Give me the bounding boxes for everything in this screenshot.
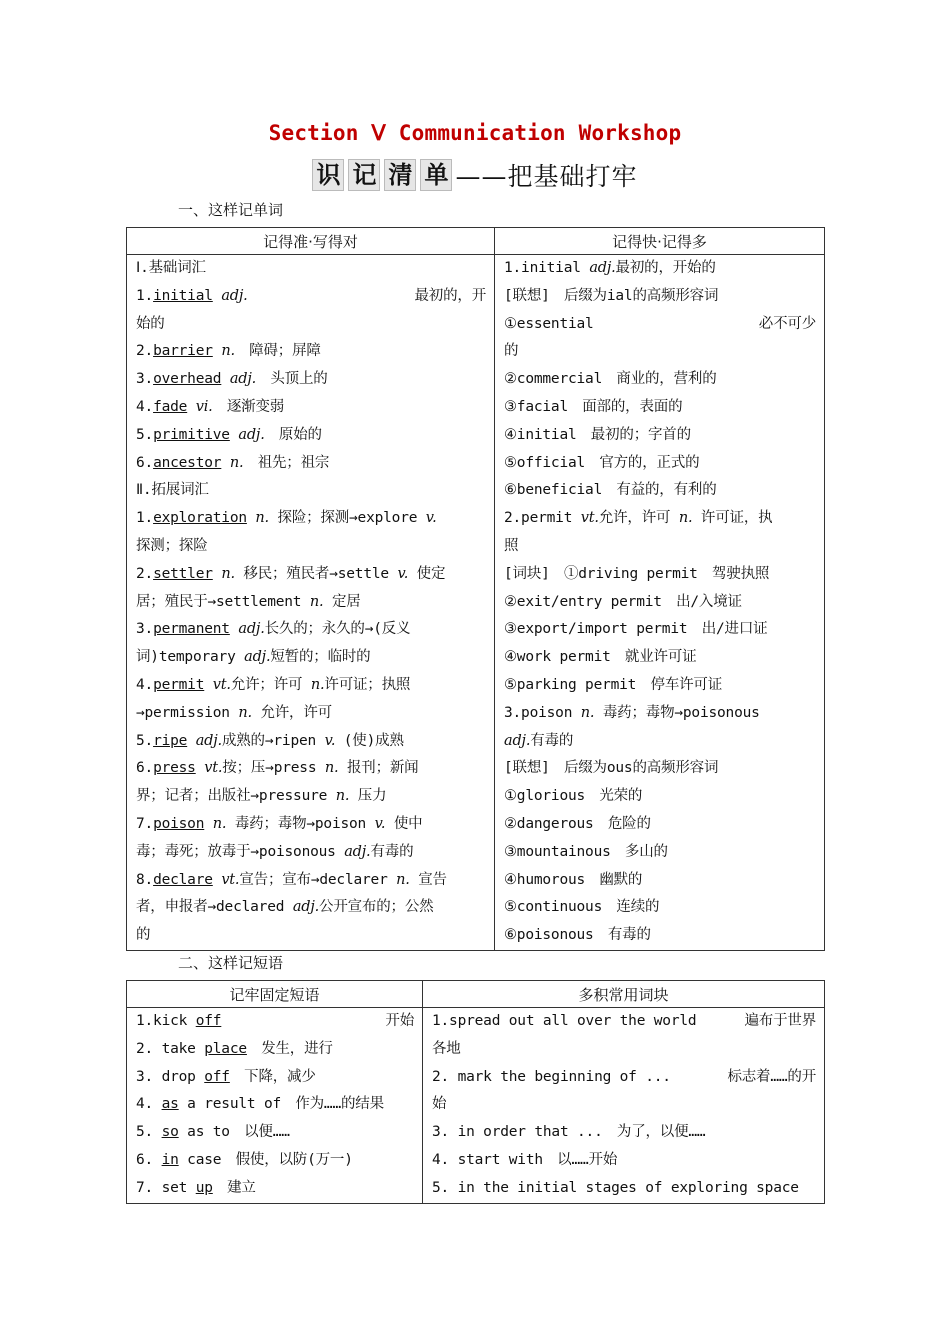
text-run: ⑤parking permit 停车许可证 bbox=[504, 676, 723, 693]
text-run: 2. mark the beginning of ... bbox=[432, 1068, 671, 1085]
text-run: ⑥poisonous 有毒的 bbox=[504, 927, 651, 944]
text-run: ④work permit 就业许可证 bbox=[504, 649, 697, 666]
text-run: 5. in the initial stages of exploring space bbox=[432, 1179, 799, 1196]
text-line bbox=[504, 394, 816, 422]
text-line bbox=[432, 1119, 816, 1147]
text-run: ⑥beneficial 有益的，有利的 bbox=[504, 482, 717, 499]
text-line bbox=[136, 644, 486, 672]
text-line bbox=[136, 477, 486, 505]
part-of-speech: v. bbox=[425, 510, 437, 527]
text-line bbox=[136, 394, 486, 422]
part-of-speech: adj. bbox=[238, 621, 265, 638]
part-of-speech: adj. bbox=[244, 649, 271, 666]
text-run: 最初的，开始的 bbox=[615, 260, 716, 276]
text-line bbox=[504, 839, 816, 867]
text-run: 公开宣布的；公然 bbox=[319, 899, 434, 916]
text-run: 使中 bbox=[385, 815, 423, 832]
text-run: ⑤continuous 连续的 bbox=[504, 899, 660, 916]
text-run: 2.permit bbox=[504, 510, 581, 527]
line-start bbox=[432, 1064, 671, 1092]
text-line bbox=[136, 755, 486, 783]
page-title: Section Ⅴ Communication Workshop bbox=[268, 121, 682, 145]
line-start bbox=[432, 1008, 696, 1036]
text-run: 报刊；新闻 bbox=[338, 760, 419, 777]
text-line bbox=[504, 338, 816, 366]
text-line bbox=[136, 1064, 414, 1092]
text-run: 按；压→press bbox=[222, 760, 325, 777]
part-of-speech: vi. bbox=[195, 398, 213, 415]
text-line bbox=[136, 811, 486, 839]
text-run: 2. take bbox=[136, 1040, 205, 1057]
part-of-speech: adj. bbox=[504, 732, 531, 749]
text-line bbox=[136, 700, 486, 728]
text-run: ②commercial 商业的，营利的 bbox=[504, 371, 717, 388]
subtitle-text: ——把基础打牢 bbox=[455, 162, 638, 191]
text-line bbox=[136, 616, 486, 644]
part-of-speech: adj. bbox=[292, 899, 320, 916]
text-run: 7. bbox=[136, 815, 154, 832]
text-line bbox=[136, 1091, 414, 1119]
part-of-speech: n. bbox=[678, 510, 693, 527]
part-of-speech: adj. bbox=[344, 843, 371, 860]
text-line bbox=[504, 783, 816, 811]
text-run: 标志着……的开 bbox=[727, 1068, 816, 1085]
text-run: 有毒的 bbox=[370, 843, 414, 860]
text-line bbox=[136, 589, 486, 617]
part-of-speech: n. bbox=[335, 788, 350, 805]
part-of-speech: vt. bbox=[580, 510, 599, 527]
text-run: 5. bbox=[136, 1124, 162, 1141]
text-line bbox=[504, 450, 816, 478]
part-of-speech: adj. bbox=[221, 287, 248, 304]
text-line bbox=[504, 533, 816, 561]
text-run: 4. start with 以……开始 bbox=[432, 1151, 618, 1168]
text-run: 1. bbox=[136, 287, 154, 304]
column-header: 记得准·写得对 bbox=[127, 228, 495, 255]
underlined-word: fade bbox=[153, 398, 188, 415]
part-of-speech: n. bbox=[396, 871, 410, 888]
text-run: 建立 bbox=[212, 1179, 256, 1196]
column-header: 多积常用词块 bbox=[423, 981, 825, 1008]
underlined-word: off bbox=[204, 1068, 230, 1085]
underlined-word: initial bbox=[153, 287, 213, 304]
text-line bbox=[136, 867, 486, 895]
text-run: 8. bbox=[136, 871, 154, 888]
text-run bbox=[204, 677, 213, 693]
text-line bbox=[136, 1119, 414, 1147]
text-run: 居；殖民于→settlement bbox=[136, 593, 310, 610]
vocab-section-heading: 一、这样记单词 bbox=[178, 201, 284, 219]
line-end bbox=[415, 283, 487, 311]
line-start bbox=[504, 311, 594, 339]
text-run: case 假使，以防(万一) bbox=[178, 1151, 353, 1168]
text-run: 5. bbox=[136, 426, 154, 443]
text-line bbox=[136, 311, 486, 339]
text-line bbox=[136, 366, 486, 394]
text-line bbox=[136, 783, 486, 811]
text-run: 毒药；毒物→poisonous bbox=[594, 704, 760, 721]
text-run: 许可证；执照 bbox=[324, 676, 411, 693]
text-line bbox=[504, 644, 816, 672]
text-line bbox=[504, 505, 816, 533]
text-run: 定居 bbox=[323, 593, 361, 610]
text-run: Ⅱ.拓展词汇 bbox=[136, 482, 209, 499]
underlined-word: permit bbox=[153, 676, 205, 693]
text-line bbox=[432, 1064, 816, 1092]
text-run bbox=[187, 399, 196, 415]
boxed-char: 单 bbox=[420, 159, 452, 191]
text-run: 4. bbox=[136, 676, 154, 693]
line-end bbox=[745, 1008, 817, 1036]
text-run: 者，申报者→declared bbox=[136, 899, 293, 916]
text-run: 界；记者；出版社→pressure bbox=[136, 788, 336, 805]
text-run: 允许，许可 bbox=[251, 704, 332, 721]
phrase-table bbox=[126, 980, 825, 1204]
text-run: Ⅰ.基础词汇 bbox=[136, 260, 206, 276]
text-run: 3. drop bbox=[136, 1068, 205, 1085]
part-of-speech: adj. bbox=[238, 426, 265, 443]
text-run: 3. bbox=[136, 621, 154, 638]
text-run: 6. bbox=[136, 760, 154, 777]
part-of-speech: v. bbox=[324, 732, 336, 749]
table-header-row bbox=[127, 228, 825, 255]
vocab-table bbox=[126, 227, 825, 951]
vocab-left-cell bbox=[127, 255, 495, 951]
text-line bbox=[504, 867, 816, 895]
text-line bbox=[504, 589, 816, 617]
text-run: 最初的，开 bbox=[414, 287, 486, 304]
text-run bbox=[221, 455, 230, 471]
text-run: 短暂的；临时的 bbox=[270, 649, 371, 666]
text-run: 祖先；祖宗 bbox=[243, 454, 330, 471]
part-of-speech: n. bbox=[221, 565, 235, 582]
text-run: 宣告；宣布→declarer bbox=[239, 871, 397, 888]
text-line bbox=[504, 616, 816, 644]
part-of-speech: n. bbox=[310, 676, 325, 693]
underlined-word: exploration bbox=[153, 510, 247, 527]
text-run: 遍布于世界 bbox=[744, 1013, 816, 1029]
text-run: 开始 bbox=[385, 1013, 414, 1029]
text-run: 6. bbox=[136, 454, 154, 471]
underlined-word: barrier bbox=[153, 343, 213, 360]
text-line bbox=[136, 922, 486, 950]
text-line bbox=[504, 672, 816, 700]
text-run: 的 bbox=[504, 343, 519, 360]
text-run: 毒；毒死；放毒于→poisonous bbox=[136, 843, 345, 860]
text-line bbox=[432, 1008, 816, 1036]
text-run: 3. in order that ... 为了，以便…… bbox=[432, 1124, 706, 1141]
text-run: 2. bbox=[136, 565, 154, 582]
text-run: 3.poison bbox=[504, 704, 581, 721]
boxed-char: 记 bbox=[348, 159, 380, 191]
text-run: 各地 bbox=[432, 1040, 461, 1057]
text-run: 1.spread out all over the world bbox=[432, 1013, 697, 1029]
text-run: 4. bbox=[136, 398, 154, 415]
text-line bbox=[136, 283, 486, 311]
text-run: ③export/import permit 出/进口证 bbox=[504, 621, 768, 638]
text-run: 压力 bbox=[349, 788, 387, 805]
vocab-right-cell bbox=[495, 255, 825, 951]
text-run: 允许，许可 bbox=[598, 510, 679, 527]
text-line bbox=[136, 255, 486, 283]
text-run: 移民；殖民者→settle bbox=[234, 565, 398, 582]
text-run bbox=[204, 816, 213, 832]
text-line bbox=[136, 839, 486, 867]
underlined-word: declare bbox=[153, 871, 213, 888]
text-run: 始的 bbox=[136, 315, 165, 332]
part-of-speech: n. bbox=[255, 510, 269, 527]
part-of-speech: n. bbox=[229, 454, 244, 471]
line-end bbox=[385, 1008, 414, 1036]
line-end bbox=[759, 311, 816, 339]
underlined-word: poison bbox=[153, 815, 205, 832]
text-line bbox=[504, 311, 816, 339]
text-run: 的 bbox=[136, 927, 151, 944]
text-run: 4. bbox=[136, 1096, 162, 1113]
underlined-word: up bbox=[195, 1179, 213, 1196]
text-line bbox=[504, 477, 816, 505]
text-run: 2. bbox=[136, 343, 154, 360]
text-run: 6. bbox=[136, 1151, 162, 1168]
text-line bbox=[136, 728, 486, 756]
text-line bbox=[504, 561, 816, 589]
text-run: ③facial 面部的，表面的 bbox=[504, 398, 683, 415]
text-run: 必不可少 bbox=[758, 315, 816, 332]
underlined-word: overhead bbox=[153, 371, 222, 388]
text-run: 1.initial bbox=[504, 260, 590, 276]
boxed-char: 清 bbox=[384, 159, 416, 191]
text-run: 允许；许可 bbox=[230, 676, 311, 693]
section-subtitle bbox=[0, 157, 950, 193]
part-of-speech: n. bbox=[309, 593, 324, 610]
text-line bbox=[504, 755, 816, 783]
text-run: 5. bbox=[136, 732, 154, 749]
text-run: 1. bbox=[136, 510, 154, 527]
phrase-section-heading: 二、这样记短语 bbox=[178, 954, 284, 972]
part-of-speech: v. bbox=[397, 565, 409, 582]
phrase-left-cell bbox=[127, 1008, 423, 1204]
underlined-word: press bbox=[153, 760, 196, 777]
text-run: 照 bbox=[504, 537, 519, 554]
text-line bbox=[136, 533, 486, 561]
text-line bbox=[504, 811, 816, 839]
text-run: a result of 作为……的结果 bbox=[178, 1096, 384, 1113]
part-of-speech: n. bbox=[221, 343, 235, 360]
text-run: ①essential bbox=[504, 315, 594, 332]
underlined-word: permanent bbox=[153, 621, 230, 638]
text-run: 毒药；毒物→poison bbox=[226, 815, 375, 832]
text-line bbox=[136, 1008, 414, 1036]
text-run: 逐渐变弱 bbox=[212, 398, 285, 415]
part-of-speech: n. bbox=[212, 815, 227, 832]
text-run: →permission bbox=[136, 704, 239, 721]
text-run: 1.kick bbox=[136, 1013, 196, 1029]
boxed-char: 识 bbox=[312, 159, 344, 191]
line-start bbox=[136, 1008, 221, 1036]
phrase-right-cell bbox=[423, 1008, 825, 1204]
column-header: 记牢固定短语 bbox=[127, 981, 423, 1008]
text-line bbox=[504, 422, 816, 450]
text-run: 发生，进行 bbox=[246, 1040, 333, 1057]
part-of-speech: vt. bbox=[204, 760, 223, 777]
text-line bbox=[432, 1147, 816, 1175]
text-run: [联想] 后缀为ial的高频形容词 bbox=[504, 287, 719, 304]
line-start bbox=[136, 283, 248, 311]
text-run: 3. bbox=[136, 371, 154, 388]
text-line bbox=[504, 922, 816, 950]
text-run bbox=[196, 760, 205, 776]
boxed-label bbox=[312, 159, 452, 191]
text-line bbox=[136, 1147, 414, 1175]
table-header-row bbox=[127, 981, 825, 1008]
text-line bbox=[136, 450, 486, 478]
text-line bbox=[136, 1036, 414, 1064]
text-line bbox=[136, 561, 486, 589]
text-line bbox=[504, 366, 816, 394]
table-row bbox=[127, 1008, 825, 1204]
text-run: as to 以便…… bbox=[178, 1124, 290, 1141]
text-run: 许可证，执 bbox=[692, 510, 773, 527]
part-of-speech: adj. bbox=[195, 732, 222, 749]
part-of-speech: n. bbox=[238, 704, 252, 721]
text-line bbox=[504, 700, 816, 728]
text-run: 7. set bbox=[136, 1179, 196, 1196]
text-run: ③mountainous 多山的 bbox=[504, 843, 668, 860]
underlined-word: ripe bbox=[153, 732, 188, 749]
text-run: ②dangerous 危险的 bbox=[504, 815, 651, 832]
text-line bbox=[136, 338, 486, 366]
part-of-speech: v. bbox=[374, 815, 386, 832]
text-run: 原始的 bbox=[264, 426, 322, 443]
underlined-word: off bbox=[195, 1013, 222, 1029]
text-run bbox=[221, 371, 230, 387]
text-run: 头顶上的 bbox=[256, 371, 328, 388]
underlined-word: so bbox=[161, 1124, 179, 1141]
underlined-word: primitive bbox=[153, 426, 230, 443]
text-run: 使定 bbox=[408, 565, 446, 582]
underlined-word: ancestor bbox=[153, 454, 222, 471]
text-line bbox=[432, 1091, 816, 1119]
text-line bbox=[136, 894, 486, 922]
text-line bbox=[504, 728, 816, 756]
part-of-speech: n. bbox=[580, 704, 595, 721]
text-line bbox=[136, 672, 486, 700]
underlined-word: in bbox=[161, 1151, 179, 1168]
text-line bbox=[432, 1175, 816, 1203]
text-run: [联想] 后缀为ous的高频形容词 bbox=[504, 760, 719, 777]
table-row bbox=[127, 255, 825, 951]
text-run: ④humorous 幽默的 bbox=[504, 871, 643, 888]
text-run: ④initial 最初的；字首的 bbox=[504, 426, 691, 443]
part-of-speech: vt. bbox=[212, 676, 231, 693]
text-run: 障碍；屏障 bbox=[234, 343, 321, 360]
underlined-word: place bbox=[204, 1040, 247, 1057]
text-line bbox=[504, 255, 816, 283]
text-run: ①glorious 光荣的 bbox=[504, 788, 643, 805]
text-run: 成熟的→ripen bbox=[221, 732, 325, 749]
text-run: 探险；探测→explore bbox=[268, 510, 426, 527]
text-run: 始 bbox=[432, 1096, 447, 1113]
part-of-speech: adj. bbox=[229, 371, 257, 388]
column-header: 记得快·记得多 bbox=[495, 228, 825, 255]
text-run: 词)temporary bbox=[136, 649, 245, 666]
text-run: (使)成熟 bbox=[335, 732, 404, 749]
part-of-speech: n. bbox=[324, 760, 339, 777]
text-run: 宣告 bbox=[409, 871, 447, 888]
text-run: ②exit/entry permit 出/入境证 bbox=[504, 593, 742, 610]
text-run bbox=[187, 733, 196, 749]
part-of-speech: adj. bbox=[589, 260, 616, 276]
text-run: 探测；探险 bbox=[136, 537, 208, 554]
text-run: 长久的；永久的→(反义 bbox=[264, 621, 411, 638]
line-end bbox=[727, 1064, 816, 1092]
text-line bbox=[504, 283, 816, 311]
underlined-word: settler bbox=[153, 565, 213, 582]
text-line bbox=[136, 1175, 414, 1203]
text-run: 下降，减少 bbox=[229, 1068, 316, 1085]
text-line bbox=[504, 894, 816, 922]
text-run: [词块] ①driving permit 驾驶执照 bbox=[504, 565, 770, 582]
text-run: 有毒的 bbox=[530, 732, 574, 749]
text-run: ⑤official 官方的，正式的 bbox=[504, 454, 700, 471]
text-line bbox=[432, 1036, 816, 1064]
text-line bbox=[136, 422, 486, 450]
part-of-speech: vt. bbox=[221, 871, 240, 888]
underlined-word: as bbox=[161, 1096, 179, 1113]
text-line bbox=[136, 505, 486, 533]
